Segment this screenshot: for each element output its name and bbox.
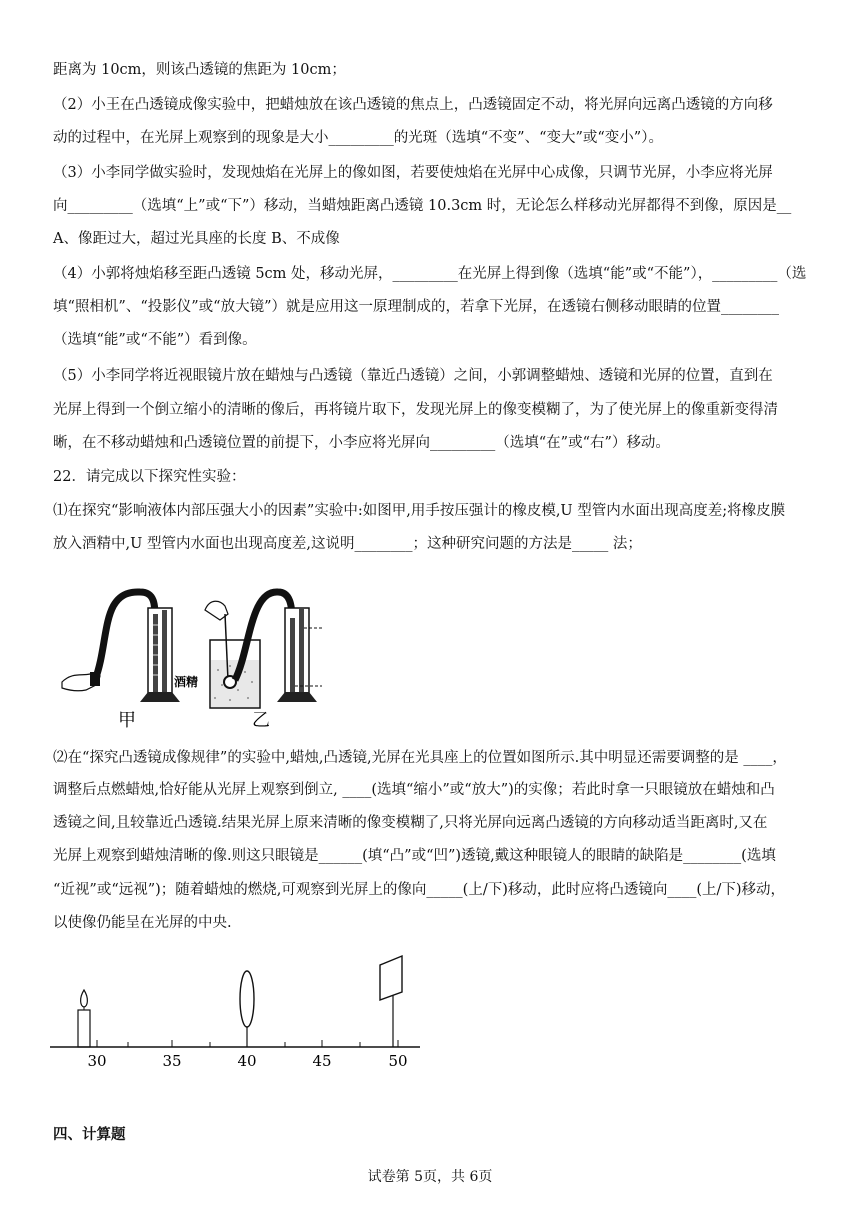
section-heading: 四、计算题 bbox=[53, 1126, 126, 1143]
text-line: A、像距过大，超过光具座的长度 B、不成像 bbox=[53, 231, 340, 247]
light-screen bbox=[380, 956, 402, 1047]
tick-label: 45 bbox=[312, 1052, 332, 1070]
text-line: （3）小李同学做实验时，发现烛焰在光屏上的像如图，若要使烛焰在光屏中心成像，只调节光屏，小李应将光屏 bbox=[53, 165, 773, 181]
text-line: 放入酒精中,U 型管内水面也出现高度差,这说明________；这种研究问题的方法是_____ 法； bbox=[53, 536, 642, 552]
text-line: 以使像仍能呈在光屏的中央. bbox=[53, 915, 232, 931]
alcohol-label: 酒精 bbox=[174, 675, 199, 689]
text-line: 调整后点燃蜡烛,恰好能从光屏上观察到倒立, ____(选填“缩小”或“放大”)的实像；若此时拿一只眼镜放在蜡烛和凸 bbox=[53, 782, 775, 798]
tick-label: 35 bbox=[162, 1052, 182, 1070]
text-line: （2）小王在凸透镜成像实验中，把蜡烛放在该凸透镜的焦点上，凸透镜固定不动，将光屏向远离凸透镜的方向移 bbox=[53, 97, 773, 113]
label-jia: 甲 bbox=[118, 710, 136, 730]
label-yi: 乙 bbox=[252, 710, 270, 730]
text-line: 晰，在不移动蜡烛和凸透镜位置的前提下，小李应将光屏向_________（选填“在”或“右”）移动。 bbox=[53, 435, 670, 451]
text-line: 向_________（选填“上”或“下”）移动，当蜡烛距离凸透镜 10.3cm 时，无论怎么样移动光屏都得不到像，原因是__ bbox=[53, 198, 792, 214]
tick-label: 50 bbox=[388, 1052, 408, 1070]
text-line: 填“照相机”、“投影仪”或“放大镜”）就是应用这一原理制成的，若拿下光屏，在透镜右侧移动眼睛的位置________ bbox=[53, 299, 779, 315]
gauge-yi bbox=[205, 592, 322, 708]
text-line: “近视”或“远视”)；随着蜡烛的燃烧,可观察到光屏上的像向_____(上/下)移动，此时应将凸透镜向____(上/下)移动， bbox=[53, 882, 786, 898]
text-line: （5）小李同学将近视眼镜片放在蜡烛与凸透镜（靠近凸透镜）之间，小郭调整蜡烛、透镜和光屏的位置，直到在 bbox=[53, 368, 773, 384]
candle bbox=[78, 990, 90, 1047]
tick-label: 30 bbox=[87, 1052, 107, 1070]
question-number: 22．请完成以下探究性实验： bbox=[53, 469, 246, 485]
text-line: 透镜之间,且较靠近凸透镜.结果光屏上原来清晰的像变模糊了,只将光屏向远离凸透镜的方向移动适当距离时,又在 bbox=[53, 815, 768, 831]
tick-label: 40 bbox=[237, 1052, 257, 1070]
page-footer: 试卷第 5页，共 6页 bbox=[367, 1169, 493, 1185]
text-line: 动的过程中，在光屏上观察到的现象是大小_________的光斑（选填“不变”、“变大”或“变小”）。 bbox=[53, 130, 663, 146]
text-line: （选填“能”或“不能”）看到像。 bbox=[53, 332, 257, 348]
text-line: 光屏上观察到蜡烛清晰的像.则这只眼镜是______(填“凸”或“凹”)透镜,戴这种眼镜人的眼睛的缺陷是________(选填 bbox=[53, 848, 776, 864]
gauge-jia bbox=[62, 592, 180, 702]
text-line: （4）小郭将烛焰移至距凸透镜 5cm 处，移动光屏，_________在光屏上得到像（选填“能”或“不能”），_________（选 bbox=[53, 266, 807, 282]
scale-ticks bbox=[97, 1040, 398, 1047]
optical-bench-figure bbox=[48, 950, 428, 1070]
text-line: ⑵在“探究凸透镜成像规律”的实验中,蜡烛,凸透镜,光屏在光具座上的位置如图所示.其中明显还需要调整的是 ____， bbox=[53, 750, 787, 766]
text-line: 光屏上得到一个倒立缩小的清晰的像后，再将镜片取下，发现光屏上的像变模糊了，为了使光屏上的像重新变得清 bbox=[53, 402, 778, 418]
convex-lens bbox=[240, 971, 254, 1047]
text-line: ⑴在探究“影响液体内部压强大小的因素”实验中:如图甲,用手按压强计的橡皮模,U 型管内水面出现高度差;将橡皮膜 bbox=[53, 503, 786, 519]
pressure-gauge-figure bbox=[60, 580, 330, 730]
text-line: 距离为 10cm，则该凸透镜的焦距为 10cm； bbox=[53, 62, 346, 78]
